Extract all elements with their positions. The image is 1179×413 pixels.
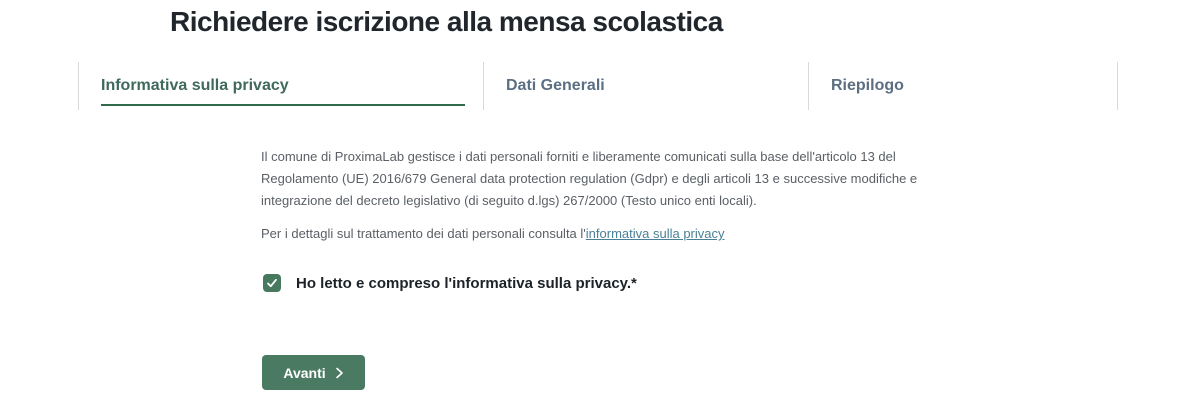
privacy-details-prefix: Per i dettagli sul trattamento dei dati personali consulta l' [261, 226, 586, 241]
stepper [78, 62, 1118, 110]
privacy-consent-checkbox[interactable] [263, 274, 281, 292]
step-riepilogo[interactable] [809, 62, 1118, 110]
next-button-label: Avanti [283, 364, 326, 381]
chevron-right-icon [335, 367, 344, 379]
privacy-consent-label: Ho letto e compreso l'informativa sulla privacy.* [296, 274, 637, 292]
page-title: Richiedere iscrizione alla mensa scolastica [170, 6, 723, 37]
step-informativa-privacy[interactable] [79, 62, 484, 110]
step-label: Informativa sulla privacy [101, 77, 289, 94]
active-step-underline [101, 104, 465, 106]
privacy-content [261, 146, 941, 256]
privacy-paragraph: Il comune di ProximaLab gestisce i dati personali forniti e liberamente comunicati sulla base dell'articolo 13 del Regolamento (UE) 2016/679 General data protection regulation (Gdpr) e degli articoli 13 e successive modifiche e integrazione del decreto legislativo (di seguito d.lgs) 267/2000 (Testo unico enti locali). [261, 149, 918, 208]
privacy-consent-row[interactable] [263, 274, 637, 292]
check-icon [266, 277, 278, 289]
step-dati-generali[interactable] [484, 62, 809, 110]
step-label: Riepilogo [831, 77, 904, 94]
privacy-policy-link[interactable]: informativa sulla privacy [585, 226, 725, 241]
next-button[interactable] [262, 355, 365, 390]
step-label: Dati Generali [506, 77, 605, 94]
privacy-details-line [261, 223, 941, 245]
